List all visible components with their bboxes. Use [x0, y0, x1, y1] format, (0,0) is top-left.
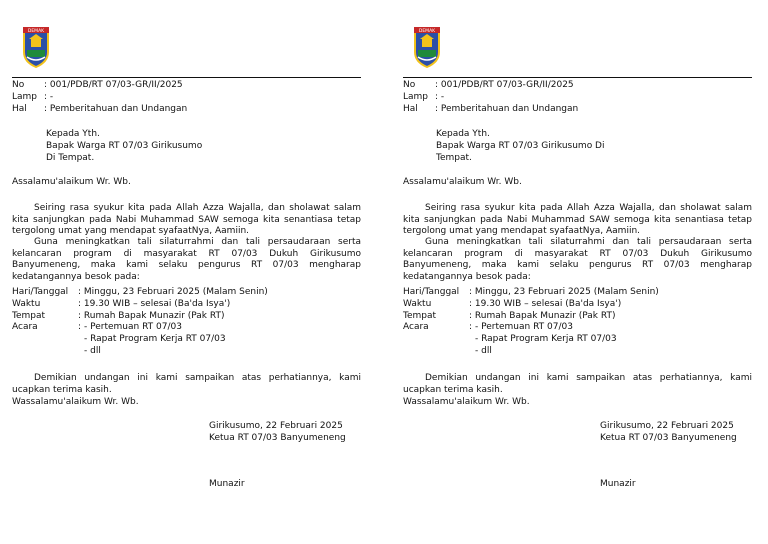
detail-agenda-item-2: - Rapat Program Kerja RT 07/03 [84, 334, 226, 344]
letter-left [12, 0, 377, 544]
signature-title: Ketua RT 07/03 Banyumeneng [209, 433, 346, 443]
detail-agenda-item-3: - dll [475, 346, 492, 356]
letter-subject: Hal : Pemberitahuan dan Undangan [403, 104, 579, 114]
recipient-line-2: Bapak Warga RT 07/03 Girikusumo [46, 141, 203, 151]
detail-time: Waktu : 19.30 WIB – selesai (Ba'da Isya') [12, 299, 231, 309]
recipient-line-3: Tempat. [436, 153, 472, 163]
letter-subject: Hal : Pemberitahuan dan Undangan [12, 104, 188, 114]
signature-name: Munazir [600, 479, 636, 489]
letter-attachment: Lamp : - [12, 92, 54, 102]
recipient-line-3: Di Tempat. [46, 153, 95, 163]
detail-date: Hari/Tanggal : Minggu, 23 Februari 2025 (Malam Senin) [403, 287, 659, 297]
detail-place: Tempat : Rumah Bapak Munazir (Pak RT) [403, 311, 616, 321]
closing-paragraph: Demikian undangan ini kami sampaikan atas perhatiannya, kami ucapkan terima kasih. [12, 373, 361, 395]
recipient-line-1: Kepada Yth. [46, 129, 100, 139]
closing-paragraph: Demikian undangan ini kami sampaikan atas perhatiannya, kami ucapkan terima kasih. [403, 373, 752, 395]
demak-regency-emblem-icon [413, 26, 441, 68]
signature-place-date: Girikusumo, 22 Februari 2025 [600, 421, 734, 431]
letter-right [403, 0, 768, 544]
signature-place-date: Girikusumo, 22 Februari 2025 [209, 421, 343, 431]
body-paragraph-2: Guna meningkatkan tali silaturrahmi dan tali persaudaraan serta kelancaran program di masyarakat RT 07/03 Dukuh Girikusumo Banyumeneng, maka kami selaku pengurus RT 07/03 mengharap kedatangannya besok pada: [12, 237, 361, 282]
closing-salam: Wassalamu'alaikum Wr. Wb. [12, 397, 139, 407]
closing-salam: Wassalamu'alaikum Wr. Wb. [403, 397, 530, 407]
detail-agenda: Acara : - Pertemuan RT 07/03 [403, 322, 573, 332]
recipient-line-2: Bapak Warga RT 07/03 Girikusumo Di [436, 141, 605, 151]
body-paragraph-2: Guna meningkatkan tali silaturrahmi dan tali persaudaraan serta kelancaran program di masyarakat RT 07/03 Dukuh Girikusumo Banyumeneng, maka kami selaku pengurus RT 07/03 mengharap kedatangannya besok pada: [403, 237, 752, 282]
detail-agenda-item-2: - Rapat Program Kerja RT 07/03 [475, 334, 617, 344]
header-divider [403, 77, 752, 78]
body-paragraph-1: Seiring rasa syukur kita pada Allah Azza Wajalla, dan sholawat salam kita sanjungkan pada Nabi Muhammad SAW semoga kita senantiasa tetap tergolong umat yang mendapat syafaatNya, Aamiin. [403, 203, 752, 237]
letter-attachment: Lamp : - [403, 92, 445, 102]
letter-number: No : 001/PDB/RT 07/03-GR/II/2025 [12, 80, 183, 90]
detail-agenda: Acara : - Pertemuan RT 07/03 [12, 322, 182, 332]
detail-place: Tempat : Rumah Bapak Munazir (Pak RT) [12, 311, 225, 321]
header-divider [12, 77, 361, 78]
greeting: Assalamu'alaikum Wr. Wb. [403, 177, 522, 187]
demak-regency-emblem-icon [22, 26, 50, 68]
body-paragraph-1: Seiring rasa syukur kita pada Allah Azza Wajalla, dan sholawat salam kita sanjungkan pada Nabi Muhammad SAW semoga kita senantiasa tetap tergolong umat yang mendapat syafaatNya, Aamiin. [12, 203, 361, 237]
signature-title: Ketua RT 07/03 Banyumeneng [600, 433, 737, 443]
signature-name: Munazir [209, 479, 245, 489]
detail-time: Waktu : 19.30 WIB – selesai (Ba'da Isya') [403, 299, 622, 309]
svg-text:DEMAK: DEMAK [418, 29, 436, 34]
detail-agenda-item-3: - dll [84, 346, 101, 356]
recipient-line-1: Kepada Yth. [436, 129, 490, 139]
detail-date: Hari/Tanggal : Minggu, 23 Februari 2025 (Malam Senin) [12, 287, 268, 297]
svg-text:DEMAK: DEMAK [27, 29, 45, 34]
greeting: Assalamu'alaikum Wr. Wb. [12, 177, 131, 187]
letter-number: No : 001/PDB/RT 07/03-GR/II/2025 [403, 80, 574, 90]
